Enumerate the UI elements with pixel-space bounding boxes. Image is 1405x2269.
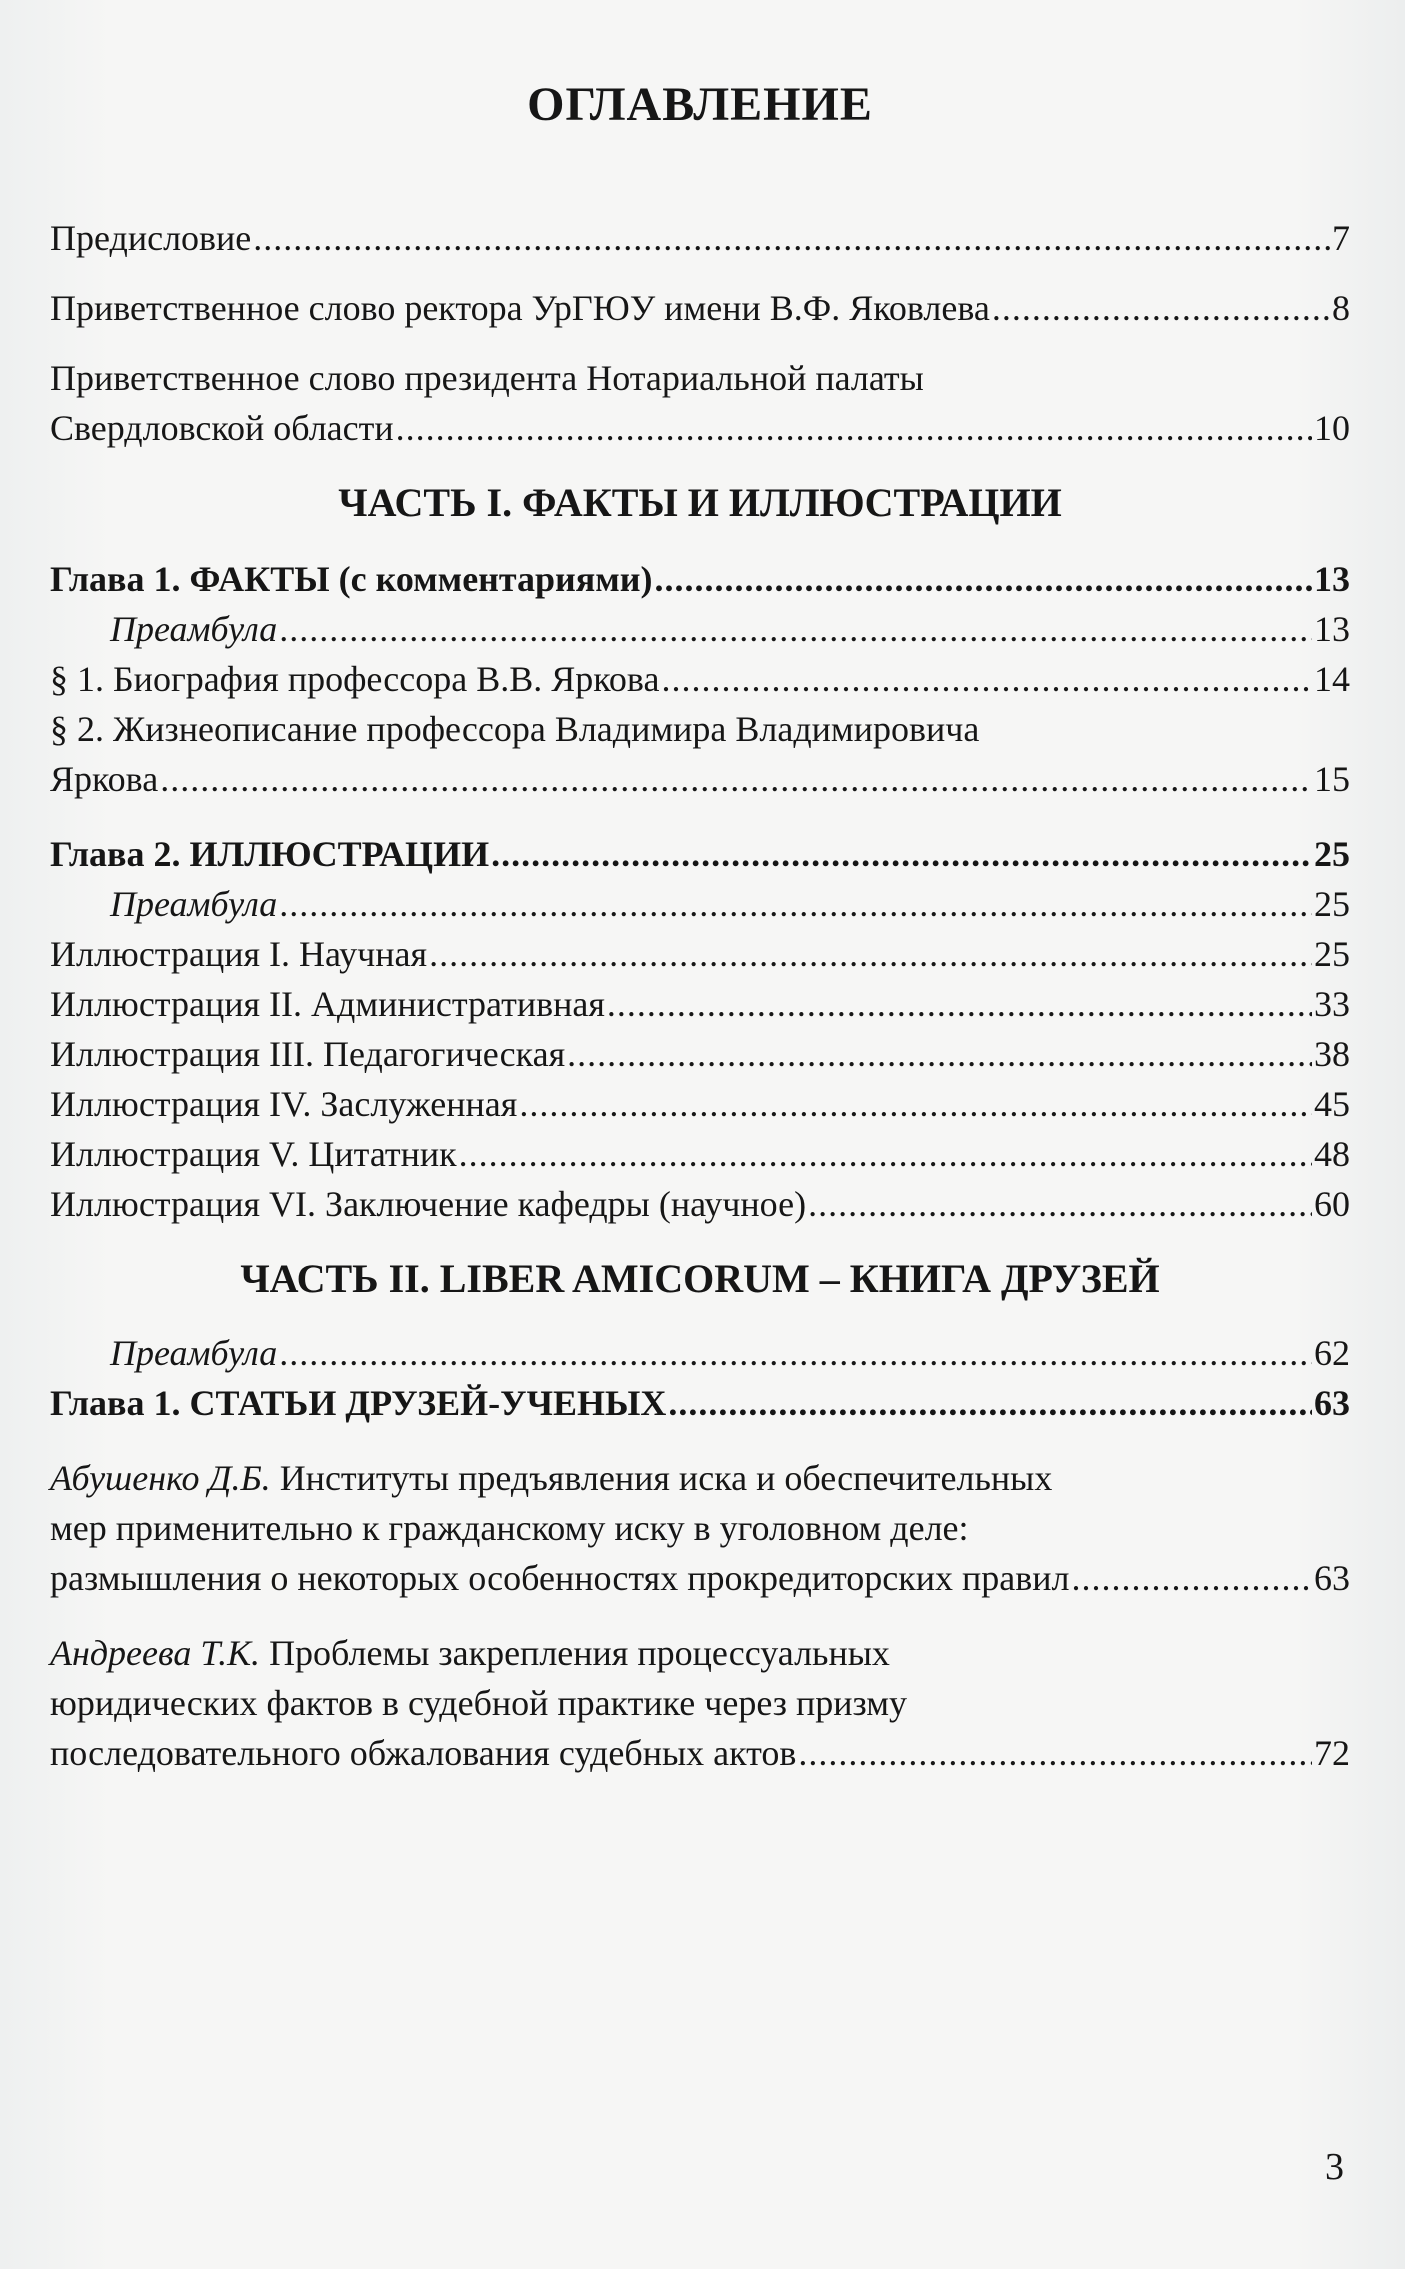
- part-1-title: ЧАСТЬ I. ФАКТЫ И ИЛЛЮСТРАЦИИ: [338, 480, 1062, 525]
- toc-entry-section-1: § 1. Биография профессора В.В. Яркова ..... 14: [50, 654, 1350, 704]
- toc-page-number: 15: [1314, 759, 1350, 799]
- toc-entry-chapter-2-preamble: Преамбула ..... 25: [50, 879, 1350, 929]
- page-number: 3: [1325, 2146, 1344, 2188]
- table-of-contents: [50, 75, 1350, 1778]
- toc-page-number: 63: [1314, 1383, 1350, 1423]
- part-2-title: ЧАСТЬ II. LIBER AMICORUM – КНИГА ДРУЗЕЙ: [240, 1256, 1160, 1301]
- toc-page-number: 33: [1314, 984, 1350, 1024]
- toc-entry-rector-greeting: Приветственное слово ректора УрГЮУ имени В.Ф. Яковлева ..... 8: [50, 283, 1350, 333]
- toc-entry-chapter-1: Глава 1. ФАКТЫ (с комментариями) ..... 13: [50, 554, 1350, 604]
- toc-page-number: 13: [1314, 609, 1350, 649]
- toc-entry-article-abushenko: Абушенко Д.Б. Институты предъявления иска и обеспечительных мер применительно к гражданскому иску в уголовном деле: размышления о некоторых особенностях прокредиторских правил ..... 63: [50, 1453, 1350, 1603]
- toc-page-number: 8: [1332, 288, 1350, 328]
- toc-page-number: 25: [1314, 884, 1350, 924]
- toc-entry-article-andreeva: Андреева Т.К. Проблемы закрепления процессуальных юридических фактов в судебной практике через призму последовательного обжалования судебных актов ..... 72: [50, 1628, 1350, 1778]
- toc-page-number: 63: [1314, 1558, 1350, 1598]
- toc-page-number: 10: [1314, 408, 1350, 448]
- toc-page-number: 13: [1314, 559, 1350, 599]
- toc-page-number: 14: [1314, 659, 1350, 699]
- toc-page-number: 48: [1314, 1134, 1350, 1174]
- toc-entry-president-greeting: Приветственное слово президента Нотариальной палаты Свердловской области ..... 10: [50, 353, 1350, 453]
- toc-entry-preface: Предисловие ..... 7: [50, 213, 1350, 263]
- toc-entry-illustration-2: Иллюстрация II. Административная ..... 33: [50, 979, 1350, 1029]
- toc-page-number: 60: [1314, 1184, 1350, 1224]
- toc-entry-illustration-4: Иллюстрация IV. Заслуженная ..... 45: [50, 1079, 1350, 1129]
- toc-page-number: 38: [1314, 1034, 1350, 1074]
- toc-page-number: 25: [1314, 834, 1350, 874]
- toc-page-number: 72: [1314, 1733, 1350, 1773]
- toc-entry-illustration-3: Иллюстрация III. Педагогическая ..... 38: [50, 1029, 1350, 1079]
- toc-entry-illustration-6: Иллюстрация VI. Заключение кафедры (научное) ..... 60: [50, 1179, 1350, 1229]
- toc-entry-part-2-chapter-1: Глава 1. СТАТЬИ ДРУЗЕЙ-УЧЕНЫХ ..... 63: [50, 1378, 1350, 1428]
- page-title: ОГЛАВЛЕНИЕ: [527, 78, 873, 131]
- toc-page-number: 45: [1314, 1084, 1350, 1124]
- toc-page-number: 62: [1314, 1333, 1350, 1373]
- article-author: Абушенко Д.Б.: [50, 1458, 271, 1498]
- toc-entry-part-2-preamble: Преамбула ..... 62: [50, 1328, 1350, 1378]
- toc-entry-chapter-1-preamble: Преамбула ..... 13: [50, 604, 1350, 654]
- toc-page-number: 7: [1332, 218, 1350, 258]
- toc-entry-illustration-5: Иллюстрация V. Цитатник ..... 48: [50, 1129, 1350, 1179]
- article-author: Андреева Т.К.: [50, 1633, 261, 1673]
- toc-entry-section-2: § 2. Жизнеописание профессора Владимира Владимировича Яркова ..... 15: [50, 704, 1350, 804]
- toc-page-number: 25: [1314, 934, 1350, 974]
- toc-entry-chapter-2: Глава 2. ИЛЛЮСТРАЦИИ ..... 25: [50, 829, 1350, 879]
- toc-entry-illustration-1: Иллюстрация I. Научная ..... 25: [50, 929, 1350, 979]
